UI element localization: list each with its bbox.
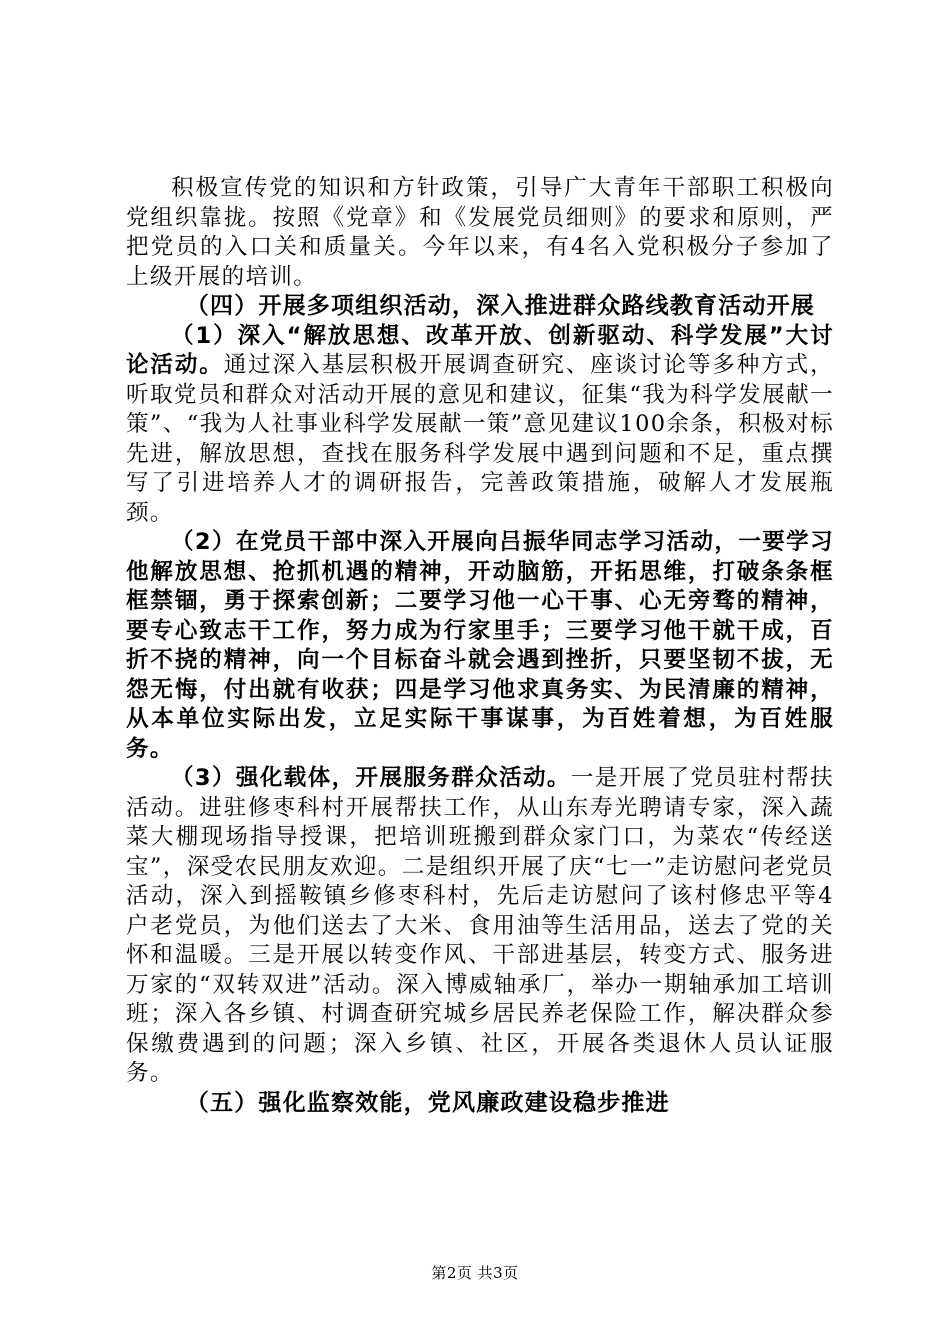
section-heading-five: [126, 1089, 834, 1119]
paragraph-lead: （1）深入“解放思想、改革开放、创新驱动、科学发展”大讨论活动。: [126, 322, 834, 378]
paragraph-item-2: [126, 528, 834, 764]
paragraph-item-3: [126, 764, 834, 1089]
paragraph-lead: （2）在党员干部中深入开展向吕振华同志学习活动，一要学习他解放思想、抢抓机遇的精神，开动脑筋，开拓思维，打破条条框框禁锢，勇于探索创新；二要学习他一心干事、心无旁骛的精神，要专心致志干工作，努力成为行家里手；三要学习他干就干成，百折不挠的精神，向一个目标奋斗就会遇到挫折，只要坚韧不拔，无怨无悔，付出就有收获；四是学习他求真务实、为民清廉的精神，从本单位实际出发，立足实际干事谋事，为百姓着想，为百姓服务。: [126, 529, 834, 762]
page-number-label: 第2页 共3页: [431, 1264, 519, 1282]
page-footer: [0, 1262, 950, 1283]
heading-text: （四）开展多项组织活动，深入推进群众路线教育活动开展: [185, 293, 815, 319]
section-heading-four: [126, 292, 834, 322]
heading-text: （五）强化监察效能，党风廉政建设稳步推进: [185, 1089, 670, 1116]
paragraph-text: 一是开展了党员驻村帮扶活动。进驻修枣科村开展帮扶工作，从山东寿光聘请专家，深入蔬菜大棚现场指导授课，把培训班搬到群众家门口，为菜农“传经送宝”，深受农民朋友欢迎。二是组织开展了庆“七一”走访慰问老党员活动，深入到摇鞍镇乡修枣科村，先后走访慰问了该村修忠平等4户老党员，为他们送去了大米、食用油等生活用品，送去了党的关怀和温暖。三是开展以转变作风、干部进基层，转变方式、服务进万家的“双转双进”活动。深入博威轴承厂，举办一期轴承加工培训班；深入各乡镇、村调查研究城乡居民养老保险工作，解决群众参保缴费遇到的问题；深入乡镇、社区，开展各类退休人员认证服务。: [126, 765, 834, 1086]
document-body: [126, 174, 834, 1118]
paragraph-party-publicity: [126, 174, 834, 292]
paragraph-item-1: [126, 322, 834, 529]
paragraph-lead: （3）强化载体，开展服务群众活动。: [171, 765, 571, 791]
paragraph-text: 积极宣传党的知识和方针政策，引导广大青年干部职工积极向党组织靠拢。按照《党章》和《发展党员细则》的要求和原则，严把党员的入口关和质量关。今年以来，有4名入党积极分子参加了上级开展的培训。: [126, 175, 834, 290]
paragraph-text: 通过深入基层积极开展调查研究、座谈讨论等多种方式，听取党员和群众对活动开展的意见和建议，征集“我为科学发展献一策”、“我为人社事业科学发展献一策”意见建议100余条，积极对标先进，解放思想，查找在服务科学发展中遇到问题和不足，重点撰写了引进培养人才的调研报告，完善政策措施，破解人才发展瓶颈。: [126, 352, 834, 526]
